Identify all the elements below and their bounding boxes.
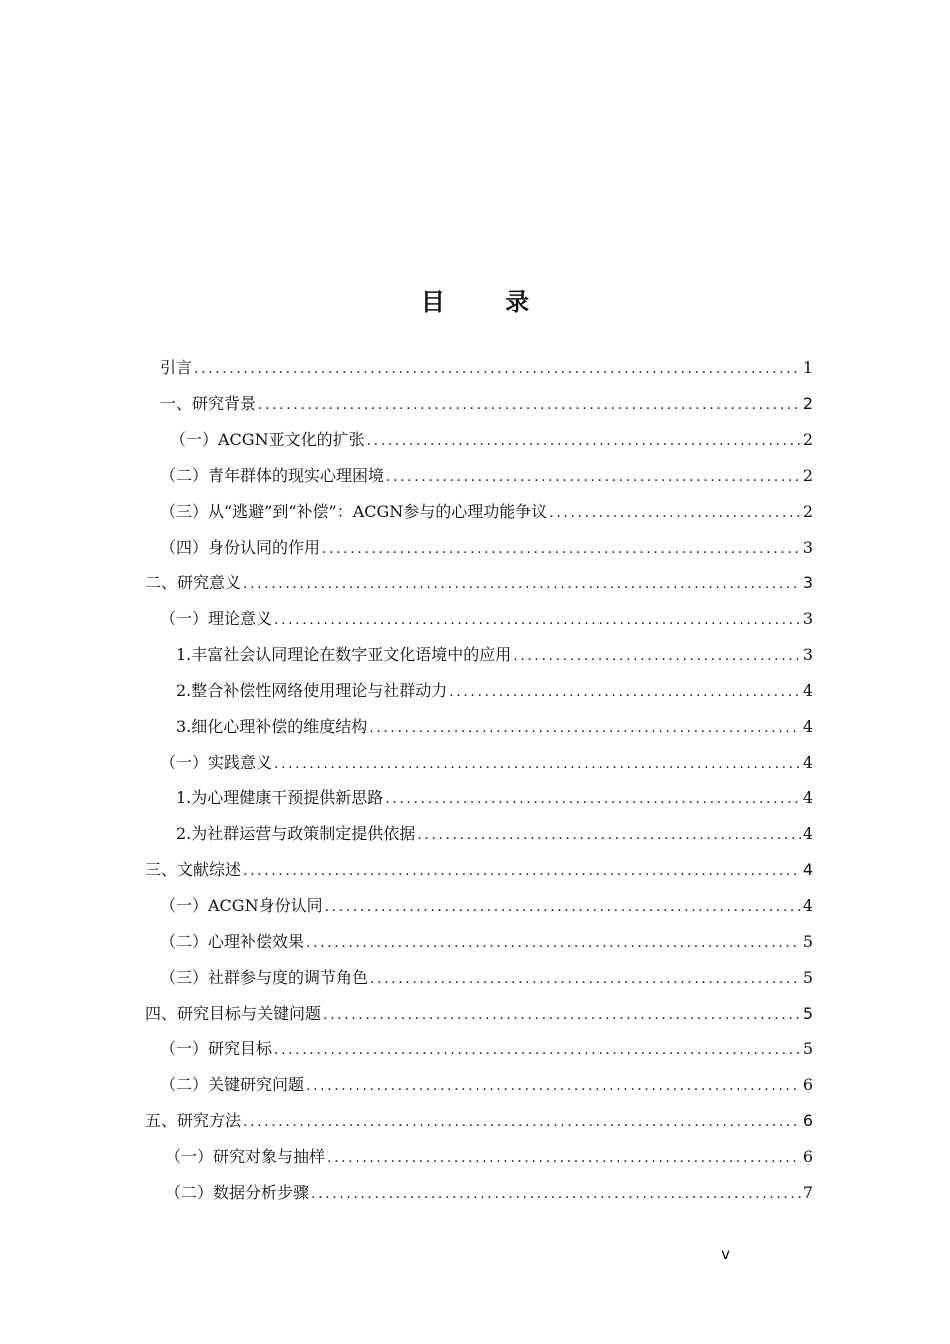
toc-entry-text: 五、研究方法 [145,1111,242,1130]
toc-entry-text: （二）关键研究问题 [160,1075,305,1094]
toc-entry-text: （一）ACGN亚文化的扩张 [170,430,365,449]
toc-entry-page: 5 [802,1004,813,1023]
toc-leader [241,1107,801,1136]
toc-leader [367,713,801,742]
toc-entry-page: 4 [802,788,813,807]
toc-entry[interactable] [160,461,813,491]
toc-entry[interactable] [176,712,813,742]
toc-entry-page: 3 [802,645,813,664]
toc-leader [304,928,801,957]
toc-entry-text: 引言 [160,358,193,377]
toc-entry[interactable] [160,1034,813,1064]
toc-entry-text: （三）从“逃避”到“补偿”：ACGN参与的心理功能争议 [160,502,548,521]
toc-leader [383,784,801,813]
toc-entry-text: （一）研究对象与抽样 [165,1147,326,1166]
toc-entry[interactable] [165,1142,813,1172]
toc-entry[interactable] [170,425,813,455]
toc-leader [241,569,801,598]
toc-leader [447,677,801,706]
toc-entry-page: 6 [802,1111,813,1130]
toc-entry-text: （二）数据分析步骤 [165,1183,310,1202]
toc-entry-page: 2 [802,502,813,521]
toc-entry-text: （二）青年群体的现实心理困境 [160,466,385,485]
toc-entry-page: 5 [802,1039,813,1058]
toc-leader [272,1035,801,1064]
toc-entry-text: （一）ACGN身份认同 [160,896,323,915]
toc-leader [384,462,801,491]
toc-entry[interactable] [160,748,813,778]
toc-leader [272,749,801,778]
toc-entry-text: （一）研究目标 [160,1039,273,1058]
toc-leader [304,1071,801,1100]
toc-entry[interactable] [145,568,813,598]
toc-title: 目 录 [420,288,556,316]
toc-entry-page: 4 [802,753,813,772]
toc-entry[interactable] [176,783,813,813]
toc-entry-page: 2 [802,394,813,413]
toc-entry-page: 4 [802,717,813,736]
toc-entry[interactable] [160,604,813,634]
toc-entry[interactable] [176,819,813,849]
toc-entry-text: 1.为心理健康干预提供新思路 [176,788,384,807]
toc-entry-page: 4 [802,824,813,843]
toc-entry-page: 5 [802,968,813,987]
toc-entry-text: 2.整合补偿性网络使用理论与社群动力 [176,681,448,700]
toc-entry-text: 1.丰富社会认同理论在数字亚文化语境中的应用 [176,645,512,664]
toc-entry[interactable] [160,891,813,921]
toc-leader [547,498,801,527]
toc-entry[interactable] [160,497,813,527]
toc-leader [320,534,801,563]
toc-entry-text: （三）社群参与度的调节角色 [160,968,369,987]
toc-entry-page: 7 [802,1183,813,1202]
toc-leader [241,856,801,885]
toc-leader [192,354,801,383]
toc-entry-text: 三、文献综述 [145,860,242,879]
toc-leader [365,426,801,455]
toc-leader [415,820,801,849]
toc-entry[interactable] [145,855,813,885]
toc-leader [256,390,801,419]
toc-entry[interactable] [160,963,813,993]
toc-entry-page: 6 [802,1147,813,1166]
toc-entry-page: 4 [802,681,813,700]
page-number: v [721,1245,730,1263]
toc-entry-page: 2 [802,430,813,449]
toc-entry-page: 4 [802,896,813,915]
toc-entry[interactable] [160,389,813,419]
toc-entry[interactable] [145,999,813,1029]
toc-entry[interactable] [145,1106,813,1136]
toc-leader [368,964,801,993]
toc-leader [323,892,801,921]
toc-entry-text: 四、研究目标与关键问题 [145,1004,322,1023]
toc-entry-page: 3 [802,609,813,628]
toc-entry-text: （一）实践意义 [160,753,273,772]
toc-entry[interactable] [160,1070,813,1100]
toc-entry-page: 6 [802,1075,813,1094]
toc-entry-page: 3 [802,538,813,557]
toc-leader [321,1000,801,1029]
toc-entry-text: （二）心理补偿效果 [160,932,305,951]
toc-entry-page: 2 [802,466,813,485]
toc-entry-page: 3 [802,573,813,592]
toc-leader [272,605,801,634]
toc-entry[interactable] [160,533,813,563]
toc-entry[interactable] [176,640,813,670]
toc-entry-page: 1 [802,358,813,377]
toc-leader [309,1179,801,1208]
toc-entry-text: 一、研究背景 [160,394,257,413]
toc-entry[interactable] [176,676,813,706]
toc-leader [325,1143,801,1172]
toc-leader [511,641,801,670]
toc-entry-text: （四）身份认同的作用 [160,538,321,557]
toc-entry-text: 二、研究意义 [145,573,242,592]
toc-entry-text: （一）理论意义 [160,609,273,628]
toc-entry-text: 2.为社群运营与政策制定提供依据 [176,824,416,843]
toc-entry-page: 5 [802,932,813,951]
toc-entry-text: 3.细化心理补偿的维度结构 [176,717,368,736]
toc-entry[interactable] [160,927,813,957]
toc-entry[interactable] [165,1178,813,1208]
toc-entry-page: 4 [802,860,813,879]
toc-entry[interactable] [160,353,813,383]
